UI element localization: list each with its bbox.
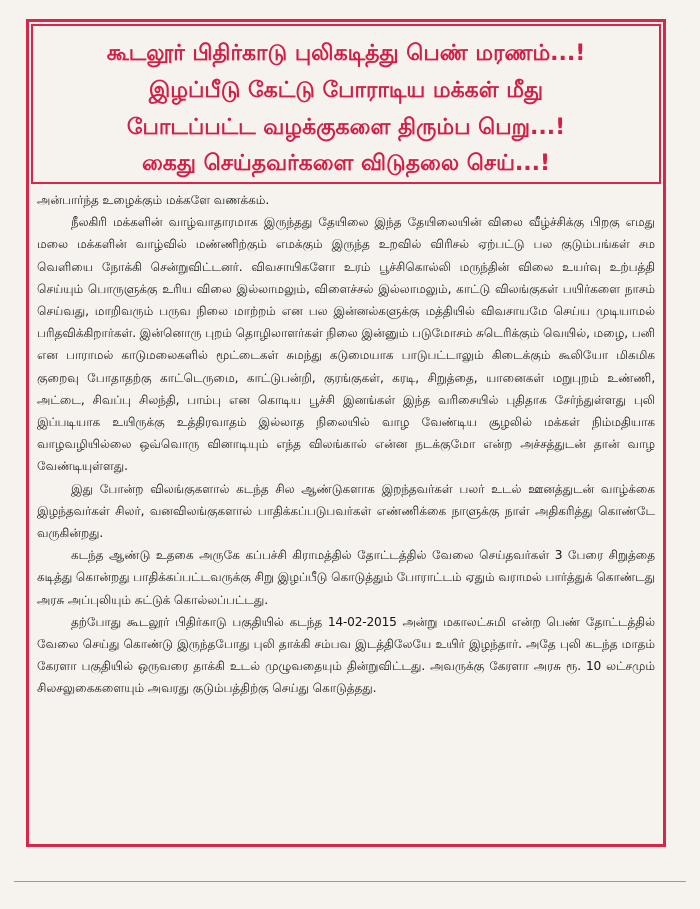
greeting: அன்பார்ந்த உழைக்கும் மக்களே வணக்கம். (37, 193, 269, 207)
leaflet-border-frame (26, 19, 666, 847)
body-text (37, 189, 655, 700)
paragraph-3: கடந்த ஆண்டு உதகை அருகே கப்பச்சி கிராமத்தில் தோட்டத்தில் வேலை செய்தவர்கள் 3 பேரை சிறுத்தை கடித்து கொன்றது பாதிக்கப்பட்டவருக்கு சிறு இழப்பீடு கொடுத்தும் போராட்டம் ஏதும் வராமல் பார்த்துக் கொண்டது அரசு அப்புலியும் சுட்டுக் கொல்லப்பட்டது. (37, 548, 655, 607)
headline-line-2: இழப்பீடு கேட்டு போராடிய மக்கள் மீது (148, 78, 544, 103)
paragraph-4: தற்போது கூடலூர் பிதிர்காடு பகுதியில் கடந்த 14-02-2015 அன்று மகாலட்சுமி என்ற பெண் தோட்டத்தில் வேலை செய்து கொண்டு இருந்தபோது புலி தாக்கி சம்பவ இடத்திலேயே உயிர் இழந்தார். அதே புலி கடந்த மாதம் கேரளா பகுதியில் ஒருவரை தாக்கி உடல் முழுவதையும் தின்றுவிட்டது. அவருக்கு கேரளா அரசு ரூ. 10 லட்சமும் சிலசலுகைகளையும் அவரது குடும்பத்திற்கு செய்து கொடுத்தது. (37, 614, 655, 696)
paragraph-1: நீலகிரி மக்களின் வாழ்வாதாரமாக இருந்தது தேயிலை இந்த தேயிலையின் விலை வீழ்ச்சிக்கு பிறகு எமது மலை மக்களின் வாழ்வில் மண்ணிற்கும் எமக்கும் இருந்த உறவில் விரிசல் ஏற்பட்டு பல குடும்பங்கள் சம வெளியை நோக்கி சென்றுவிட்டனர். விவசாயிகளோ உரம் பூச்சிகொல்லி மருந்தின் விலை உயர்வு உற்பத்தி செய்யும் பொருளுக்கு உரிய விலை இல்லாமலும், விளைச்சல் இல்லாமலும், காட்டு விலங்குகள் பயிர்களை நாசம் செய்வது, மாறிவரும் பருவ நிலை மாற்றம் என பல இன்னல்களுக்கு மத்தியில் விவசாயமே செய்ய முடியாமல் பரிதவிக்கிறார்கள். இன்னொரு புறம் தொழிலாளர்கள் நிலை இன்னும் படுமோசம் சுடெரிக்கும் வெயில், மழை, பனி என பாராமல் காடுமலைகளில் மூட்டைகள் சுமந்து கடுமையாக பாடுபட்டாலும் கிடைக்கும் கூலியோ மிகமிக குறைவு போதாதற்கு காட்டெருமை, காட்டுபன்றி, குரங்குகள், கரடி, சிறுத்தை, யானைகள் மறுபுறம் உண்ணி, அட்டை, சிவப்பு சிலந்தி, பாம்பு என கொடிய பூச்சி இனங்கள் இந்த வரிசையில் புதிதாக சேர்ந்துள்ளது புலி இப்படியாக உயிருக்கு உத்திரவாதம் இல்லாத நிலையில் வாழ வேண்டிய சூழலில் மக்கள் நிம்மதியாக வாழவழியில்லை ஒவ்வொரு வினாடியும் எந்த விலங்கால் என்ன நடக்குமோ என்ற அச்சத்துடன் தான் வாழ வேண்டியுள்ளது. (37, 215, 655, 474)
headline-line-1: கூடலூர் பிதிர்காடு புலிகடித்து பெண் மரணம்...! (106, 41, 586, 66)
headline-box (31, 24, 661, 184)
headline-line-4: கைது செய்தவர்களை விடுதலை செய்...! (141, 151, 551, 176)
headline-line-3: போடப்பட்ட வழக்குகளை திரும்ப பெறு...! (126, 115, 566, 140)
paragraph-2: இது போன்ற விலங்குகளால் கடந்த சில ஆண்டுகளாக இறந்தவர்கள் பலர் உடல் ஊனத்துடன் வாழ்க்கை இழந்தவர்கள் சிலர், வனவிலங்குகளால் பாதிக்கப்படுபவர்கள் எண்ணிக்கை நாளுக்கு நாள் அதிகரித்து கொண்டே வருகின்றது. (37, 481, 655, 541)
page-divider (14, 881, 686, 882)
